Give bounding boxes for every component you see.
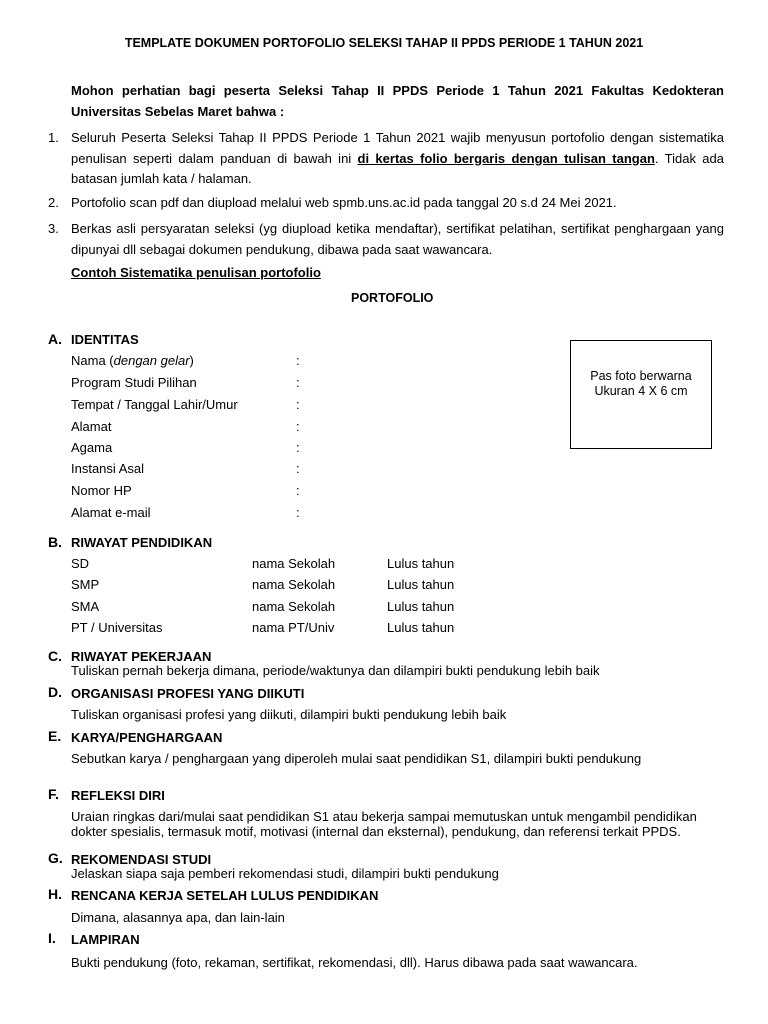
section-description: Jelaskan siapa saja pemberi rekomendasi studi, dilampiri bukti pendukung xyxy=(71,866,499,881)
field-label-instansi: Instansi Asal xyxy=(71,461,144,476)
field-label-agama: Agama xyxy=(71,440,113,455)
section-title-refleksi: REFLEKSI DIRI xyxy=(71,788,165,803)
edu-school: nama PT/Univ xyxy=(252,620,335,635)
field-colon: : xyxy=(296,397,300,412)
item-number: 1. xyxy=(48,130,59,145)
edu-level: PT / Universitas xyxy=(71,620,163,635)
section-description: dokter spesialis, termasuk motif, motivasi (internal dan eksternal), pendukung, dan referensi terkait PPDS. xyxy=(71,824,681,839)
example-heading: Contoh Sistematika penulisan portofolio xyxy=(71,265,321,280)
field-label-italic: dengan gelar xyxy=(113,353,190,368)
item-text: . Tidak ada batasan jumlah kata / halaman. xyxy=(71,150,724,186)
edu-year: Lulus tahun xyxy=(387,620,455,635)
field-label: Nama ( xyxy=(71,353,114,368)
edu-level: SMP xyxy=(71,577,100,592)
section-letter: B. xyxy=(48,534,62,550)
field-label-email: Alamat e-mail xyxy=(71,505,151,520)
section-description: Bukti pendukung (foto, rekaman, sertifikat, rekomendasi, dll). Harus dibawa pada saat wawancara. xyxy=(71,955,638,970)
field-label-alamat: Alamat xyxy=(71,419,112,434)
photo-caption: Pas foto berwarna xyxy=(590,368,692,383)
item-number: 3. xyxy=(48,221,59,236)
item-emphasis: di kertas folio bergaris dengan tulisan tangan xyxy=(357,150,655,166)
section-title-pendidikan: RIWAYAT PENDIDIKAN xyxy=(71,535,213,550)
instruction-item-2: Portofolio scan pdf dan diupload melalui web spmb.uns.ac.id pada tanggal 20 s.d 24 Mei 2021. xyxy=(71,195,617,210)
section-letter: D. xyxy=(48,684,62,700)
section-description: Sebutkan karya / penghargaan yang diperoleh mulai saat pendidikan S1, dilampiri bukti pendukung xyxy=(71,751,642,766)
portfolio-title: PORTOFOLIO xyxy=(351,291,434,305)
section-title-identitas: IDENTITAS xyxy=(71,332,139,347)
section-letter: H. xyxy=(48,886,62,902)
field-label-nama xyxy=(71,353,194,368)
edu-year: Lulus tahun xyxy=(387,556,455,571)
section-title-rekomendasi: REKOMENDASI STUDI xyxy=(71,852,212,867)
field-colon: : xyxy=(296,353,300,368)
edu-level: SMA xyxy=(71,599,100,614)
field-colon: : xyxy=(296,505,300,520)
section-letter: F. xyxy=(48,786,59,802)
intro-paragraph: Mohon perhatian bagi peserta Seleksi Tahap II PPDS Periode 1 Tahun 2021 Fakultas Kedokteran Universitas Sebelas Maret bahwa : xyxy=(71,83,724,119)
edu-level: SD xyxy=(71,556,90,571)
document-title: TEMPLATE DOKUMEN PORTOFOLIO SELEKSI TAHAP II PPDS PERIODE 1 TAHUN 2021 xyxy=(124,36,644,50)
edu-school: nama Sekolah xyxy=(252,556,336,571)
edu-school: nama Sekolah xyxy=(252,577,336,592)
field-label-program-studi: Program Studi Pilihan xyxy=(71,375,197,390)
field-colon: : xyxy=(296,440,300,455)
field-label-nomor-hp: Nomor HP xyxy=(71,483,132,498)
section-letter: G. xyxy=(48,850,63,866)
photo-placeholder-box xyxy=(570,340,712,449)
field-colon: : xyxy=(296,375,300,390)
edu-year: Lulus tahun xyxy=(387,599,455,614)
section-title-rencana-kerja: RENCANA KERJA SETELAH LULUS PENDIDIKAN xyxy=(71,888,379,903)
section-title-lampiran: LAMPIRAN xyxy=(71,932,140,947)
section-letter: C. xyxy=(48,648,62,664)
section-description: Tuliskan organisasi profesi yang diikuti, dilampiri bukti pendukung lebih baik xyxy=(71,707,507,722)
section-title-karya: KARYA/PENGHARGAAN xyxy=(71,730,223,745)
section-description: Uraian ringkas dari/mulai saat pendidikan S1 atau bekerja sampai memutuskan untuk mengambil pendidikan xyxy=(71,809,697,824)
edu-school: nama Sekolah xyxy=(252,599,336,614)
instruction-item-1 xyxy=(71,128,724,190)
field-label-ttl: Tempat / Tanggal Lahir/Umur xyxy=(71,397,238,412)
field-colon: : xyxy=(296,483,300,498)
field-label: ) xyxy=(189,353,194,368)
field-colon: : xyxy=(296,419,300,434)
section-description: Tuliskan pernah bekerja dimana, periode/waktunya dan dilampiri bukti pendukung lebih baik xyxy=(71,663,600,678)
section-title-organisasi: ORGANISASI PROFESI YANG DIIKUTI xyxy=(71,686,305,701)
item-number: 2. xyxy=(48,195,59,210)
section-letter: E. xyxy=(48,728,62,744)
photo-size: Ukuran 4 X 6 cm xyxy=(594,383,688,398)
section-title-pekerjaan: RIWAYAT PEKERJAAN xyxy=(71,649,212,664)
section-letter: I. xyxy=(48,930,56,946)
item-text: Seluruh Peserta Seleksi Tahap II PPDS Periode 1 Tahun 2021 wajib menyusun portofolio dengan sistematika penulisan seperti dalam panduan di bawah ini xyxy=(71,130,724,166)
instruction-item-3: Berkas asli persyaratan seleksi (yg diupload ketika mendaftar), sertifikat pelatihan, sertifikat penghargaan yang dipunyai dll sebagai dokumen pendukung, dibawa pada saat wawancara. xyxy=(71,221,724,257)
section-letter: A. xyxy=(48,331,62,347)
section-description: Dimana, alasannya apa, dan lain-lain xyxy=(71,910,285,925)
edu-year: Lulus tahun xyxy=(387,577,455,592)
field-colon: : xyxy=(296,461,300,476)
